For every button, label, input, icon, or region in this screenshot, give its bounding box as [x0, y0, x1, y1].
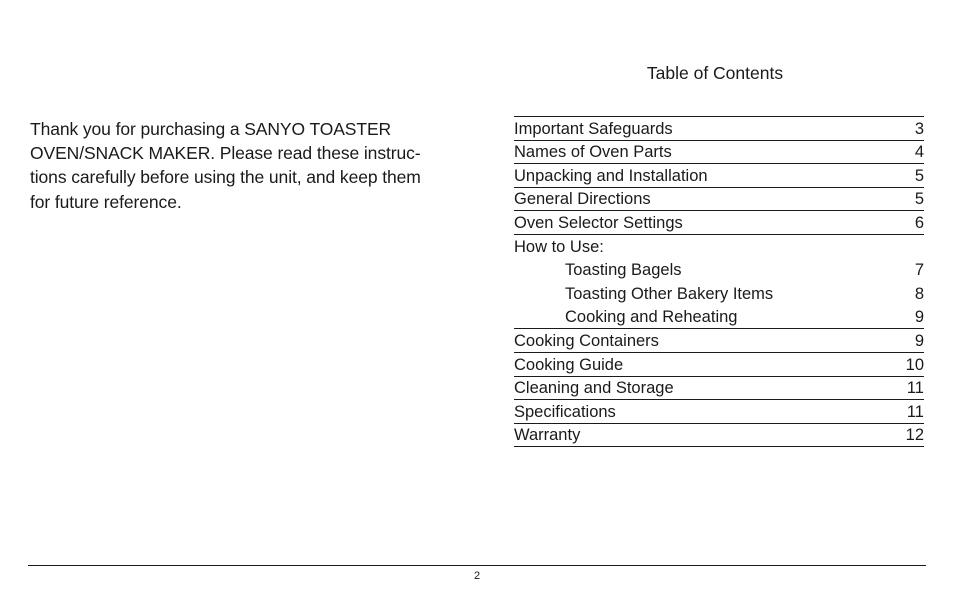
toc-entry-cleaning-and-storage	[514, 377, 924, 401]
toc-entry-label: Cooking and Reheating	[565, 308, 738, 327]
toc-entry-page: 9	[914, 308, 924, 327]
toc-entry-oven-selector-settings	[514, 211, 924, 235]
toc-entry-specifications	[514, 400, 924, 424]
toc-entry-page: 4	[914, 143, 924, 162]
toc-entry-cooking-containers	[514, 329, 924, 353]
toc-entry-label: General Directions	[514, 190, 651, 209]
toc-entry-page: 6	[914, 213, 924, 232]
toc-entry-cooking-and-reheating	[514, 306, 924, 330]
toc-entry-label: Names of Oven Parts	[514, 143, 672, 162]
toc-title: Table of Contents	[646, 63, 784, 83]
toc-entry-how-to-use	[514, 235, 924, 259]
footer-divider	[28, 565, 926, 566]
toc-entry-page: 11	[906, 379, 924, 398]
toc-entry-warranty	[514, 424, 924, 448]
page-number: 2	[473, 570, 481, 582]
toc-entry-unpacking-and-installation	[514, 164, 924, 188]
toc-entry-label: Specifications	[514, 402, 616, 421]
toc-entry-names-of-oven-parts	[514, 141, 924, 165]
toc-entry-label: Cooking Guide	[514, 355, 624, 374]
toc-entry-label: Warranty	[514, 426, 581, 445]
toc-entry-page: 8	[914, 284, 924, 303]
toc-entry-general-directions	[514, 188, 924, 212]
toc-entry-toasting-other-bakery-items	[514, 282, 924, 306]
intro-line: tions carefully before using the unit, and keep them	[30, 167, 421, 188]
toc-entry-page: 12	[905, 426, 924, 445]
toc-entry-label: Important Safeguards	[514, 119, 673, 138]
toc-entry-label: Oven Selector Settings	[514, 213, 683, 232]
intro-line: for future reference.	[30, 191, 182, 212]
toc-entry-cooking-guide	[514, 353, 924, 377]
toc-entry-important-safeguards	[514, 117, 924, 141]
intro-paragraph	[30, 117, 470, 214]
toc-entry-label: How to Use:	[514, 237, 604, 256]
toc-entry-label: Toasting Bagels	[565, 261, 682, 280]
intro-line: OVEN/SNACK MAKER. Please read these instruc-	[30, 143, 421, 164]
toc-entry-page: 10	[905, 355, 924, 374]
toc-entry-label: Unpacking and Installation	[514, 166, 708, 185]
toc-entry-page: 3	[914, 119, 924, 138]
toc-entry-toasting-bagels	[514, 259, 924, 283]
intro-line: Thank you for purchasing a SANYO TOASTER	[30, 119, 392, 139]
toc-entry-page: 7	[914, 261, 924, 280]
toc-entry-page: 5	[914, 166, 924, 185]
toc-entry-label: Toasting Other Bakery Items	[565, 284, 774, 303]
toc-entry-label: Cooking Containers	[514, 331, 659, 350]
toc-entry-page: 11	[906, 402, 924, 421]
table-of-contents	[514, 116, 924, 447]
toc-entry-label: Cleaning and Storage	[514, 379, 674, 398]
toc-entry-page: 5	[914, 190, 924, 209]
toc-entry-page: 9	[914, 331, 924, 350]
